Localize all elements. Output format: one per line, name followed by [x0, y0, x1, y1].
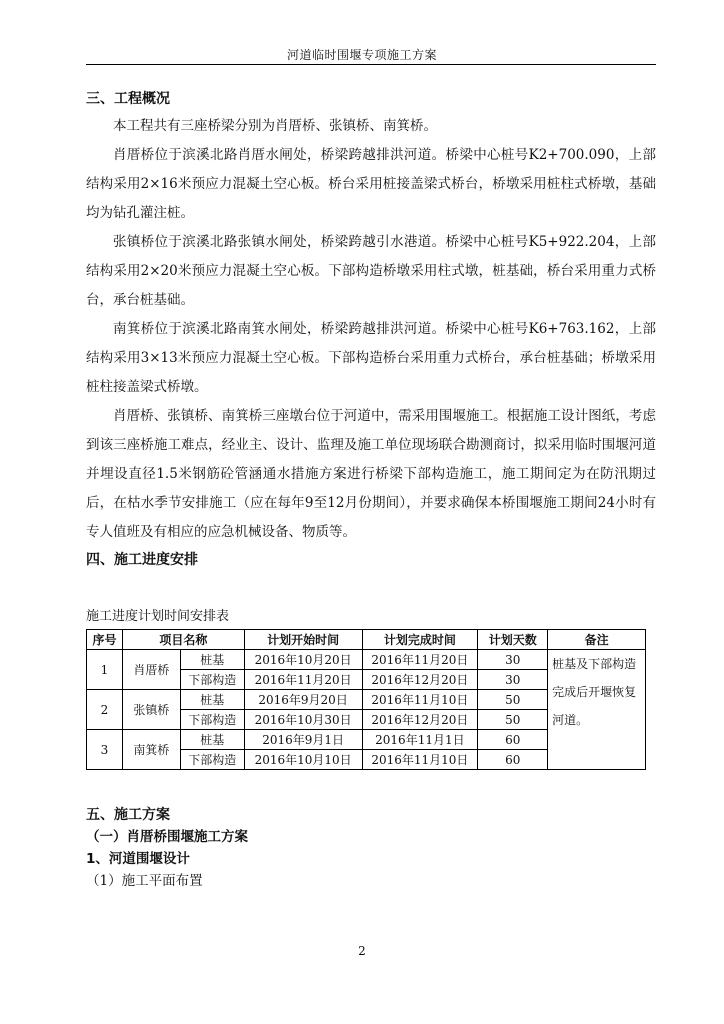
bridge-name: 张镇桥	[122, 690, 180, 730]
planned-days: 60	[478, 730, 548, 750]
end-date: 2016年12月20日	[362, 670, 478, 690]
bridge-name: 南箕桥	[122, 730, 180, 770]
subheading-site-layout: （1）施工平面布置	[86, 873, 203, 889]
work-item: 下部构造	[180, 710, 244, 730]
work-item: 下部构造	[180, 670, 244, 690]
col-header-no: 序号	[87, 630, 123, 650]
work-item: 桩基	[180, 730, 244, 750]
note-line: 河道。	[552, 713, 589, 727]
page-content	[86, 86, 656, 892]
header-title: 河道临时围堰专项施工方案	[286, 48, 437, 62]
table-header-row	[87, 630, 646, 650]
table-caption: 施工进度计划时间安排表	[86, 609, 230, 624]
start-date: 2016年10月10日	[244, 750, 362, 770]
end-date: 2016年11月20日	[362, 650, 478, 670]
bridge-no: 3	[87, 730, 123, 770]
planned-days: 50	[478, 690, 548, 710]
start-date: 2016年11月20日	[244, 670, 362, 690]
planned-days: 30	[478, 670, 548, 690]
planned-days: 60	[478, 750, 548, 770]
section-heading-overview: 三、工程概况	[86, 91, 170, 107]
start-date: 2016年9月20日	[244, 690, 362, 710]
work-item: 下部构造	[180, 750, 244, 770]
start-date: 2016年10月30日	[244, 710, 362, 730]
end-date: 2016年11月10日	[362, 750, 478, 770]
planned-days: 50	[478, 710, 548, 730]
note-line: 完成后开堰恢复	[552, 685, 637, 699]
col-header-item: 项目名称	[122, 630, 244, 650]
page-number: 2	[358, 944, 366, 958]
schedule-table	[86, 629, 646, 770]
end-date: 2016年12月20日	[362, 710, 478, 730]
col-header-start: 计划开始时间	[244, 630, 362, 650]
bridge-no: 1	[87, 650, 123, 690]
bridge-name: 肖厝桥	[122, 650, 180, 690]
note-line: 桩基及下部构造	[552, 657, 637, 671]
overview-paragraph: 张镇桥位于滨溪北路张镇水闸处，桥梁跨越引水港道。桥梁中心桩号K5+922.204，上部结构采用2×20米预应力混凝土空心板。下部构造桥墩采用柱式墩，桩基础，桥台采用重力式桥台，承台桩基础。	[86, 234, 656, 308]
overview-paragraph: 南箕桥位于滨溪北路南箕水闸处，桥梁跨越排洪河道。桥梁中心桩号K6+763.162，上部结构采用3×13米预应力混凝土空心板。下部构造桥台采用重力式桥台，承台桩基础；桥墩采用桩柱接盖梁式桥墩。	[86, 321, 656, 395]
spacer	[86, 573, 656, 607]
planned-days: 30	[478, 650, 548, 670]
col-header-note: 备注	[548, 630, 646, 650]
note-cell	[548, 650, 646, 770]
subheading-xiaocuo-plan: （一）肖厝桥围堰施工方案	[86, 829, 248, 845]
section-heading-plan: 五、施工方案	[86, 807, 170, 823]
bridge-no: 2	[87, 690, 123, 730]
work-item: 桩基	[180, 650, 244, 670]
col-header-days: 计划天数	[478, 630, 548, 650]
spacer	[86, 770, 656, 804]
start-date: 2016年9月1日	[244, 730, 362, 750]
start-date: 2016年10月20日	[244, 650, 362, 670]
overview-paragraph: 肖厝桥位于滨溪北路肖厝水闸处，桥梁跨越排洪河道。桥梁中心桩号K2+700.090，上部结构采用2×16米预应力混凝土空心板。桥台采用桩接盖梁式桥台，桥墩采用桩柱式桥墩，基础均为钻孔灌注桩。	[86, 147, 656, 221]
col-header-end: 计划完成时间	[362, 630, 478, 650]
header-rule	[86, 64, 656, 65]
overview-paragraph: 肖厝桥、张镇桥、南箕桥三座墩台位于河道中，需采用围堰施工。根据施工设计图纸，考虑到该三座桥施工难点，经业主、设计、监理及施工单位现场联合勘测商讨，拟采用临时围堰河道并埋设直径1.5米钢筋砼管涵通水措施方案进行桥梁下部构造施工，施工期间定为在防汛期过后，在枯水季节安排施工（应在每年9至12月份期间），并要求确保本桥围堰施工期间24小时有专人值班及有相应的应急机械设备、物质等。	[86, 408, 656, 540]
section-heading-schedule: 四、施工进度安排	[86, 552, 198, 568]
work-item: 桩基	[180, 690, 244, 710]
table-row	[87, 650, 646, 670]
subheading-cofferdam-design: 1、河道围堰设计	[86, 851, 190, 867]
overview-paragraph: 本工程共有三座桥梁分别为肖厝桥、张镇桥、南箕桥。	[113, 118, 437, 134]
end-date: 2016年11月10日	[362, 690, 478, 710]
end-date: 2016年11月1日	[362, 730, 478, 750]
